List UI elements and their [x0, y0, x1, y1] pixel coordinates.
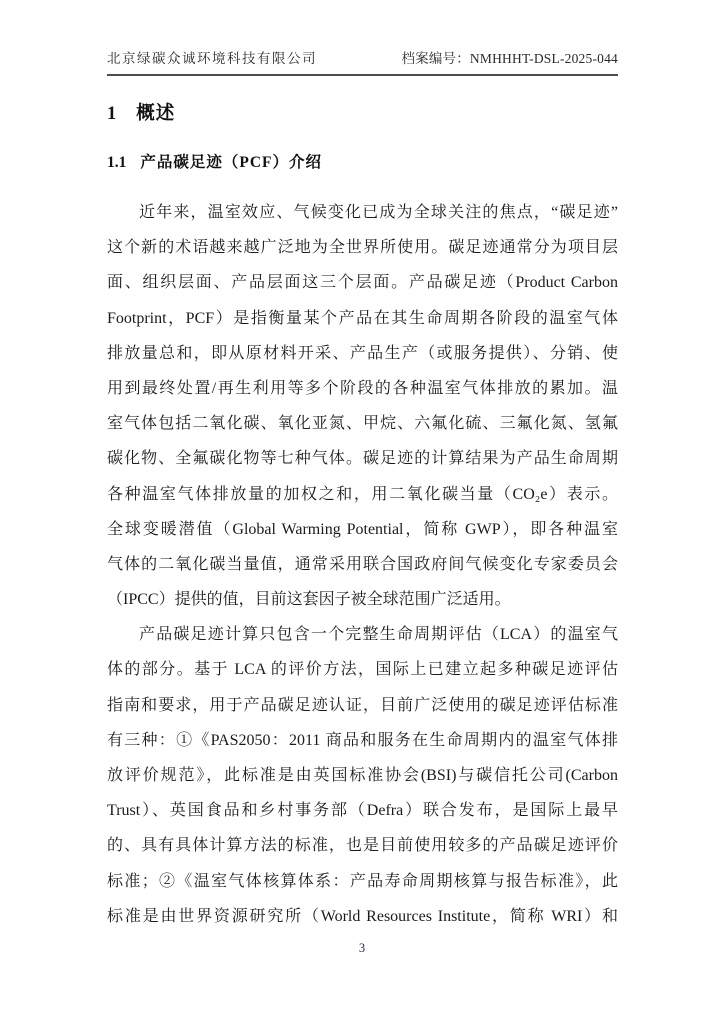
section-number: 1	[107, 104, 117, 124]
subsection-title: 产品碳足迹（PCF）介绍	[140, 154, 323, 171]
header-company-name: 北京绿碳众诚环境科技有限公司	[107, 51, 317, 66]
document-body	[107, 195, 618, 934]
header-doc-number: 档案编号：NMHHHT-DSL-2025-044	[401, 51, 618, 66]
body-line: 放评价规范》，此标准是由英国标准协会(BSI)与碳信托公司(Carbon	[107, 767, 618, 784]
body-line: 面、组织层面、产品层面这三个层面。产品碳足迹（Product Carbon	[107, 274, 618, 292]
subsection-heading	[107, 152, 618, 174]
body-line: 近年来，温室效应、气候变化已成为全球关注的焦点，“碳足迹”	[139, 204, 618, 221]
body-line: 全球变暖潜值（Global Warming Potential，简称 GWP），即各种温室	[107, 520, 618, 538]
page-number: 3	[358, 941, 366, 955]
body-line: 用到最终处置/再生利用等多个阶段的各种温室气体排放的累加。温	[107, 379, 618, 397]
body-line: 气体的二氧化碳当量值，通常采用联合国政府间气候变化专家委员会	[107, 555, 618, 573]
body-line: 室气体包括二氧化碳、氧化亚氮、甲烷、六氟化硫、三氟化氮、氢氟	[107, 415, 618, 433]
body-line: 碳化物、全氟碳化物等七种气体。碳足迹的计算结果为产品生命周期	[107, 450, 618, 468]
body-line: 指南和要求，用于产品碳足迹认证，目前广泛使用的碳足迹评估标准	[107, 696, 618, 714]
section-heading	[107, 102, 618, 126]
body-line: 体的部分。基于 LCA 的评价方法，国际上已建立起多种碳足迹评估	[107, 661, 618, 679]
body-line: 排放量总和，即从原材料开采、产品生产（或服务提供）、分销、使	[107, 344, 618, 362]
body-line: 有三种：①《PAS2050：2011 商品和服务在生命周期内的温室气体排	[107, 731, 618, 749]
body-line: 标准；②《温室气体核算体系：产品寿命周期核算与报告标准》，此	[107, 872, 618, 890]
body-line: 各种温室气体排放量的加权之和，用二氧化碳当量（CO₂e）表示。	[107, 485, 618, 503]
body-line: 的、具有具体计算方法的标准，也是目前使用较多的产品碳足迹评价	[107, 837, 618, 855]
page-footer	[0, 941, 724, 956]
body-line: Footprint，PCF）是指衡量某个产品在其生命周期各阶段的温室气体	[107, 309, 618, 327]
body-line: 产品碳足迹计算只包含一个完整生命周期评估（LCA）的温室气	[139, 626, 618, 644]
subsection-number: 1.1	[107, 154, 127, 171]
page-header	[107, 0, 618, 76]
body-line: 这个新的术语越来越广泛地为全世界所使用。碳足迹通常分为项目层	[107, 239, 618, 257]
body-line: 标准是由世界资源研究所（World Resources Institute，简称 WRI）和	[107, 907, 618, 925]
section-title: 概述	[136, 104, 176, 124]
body-line: （IPCC）提供的值，目前这套因子被全球范围广泛适用。	[107, 591, 511, 609]
body-line: Trust）、英国食品和乡村事务部（Defra）联合发布，是国际上最早	[107, 802, 618, 820]
